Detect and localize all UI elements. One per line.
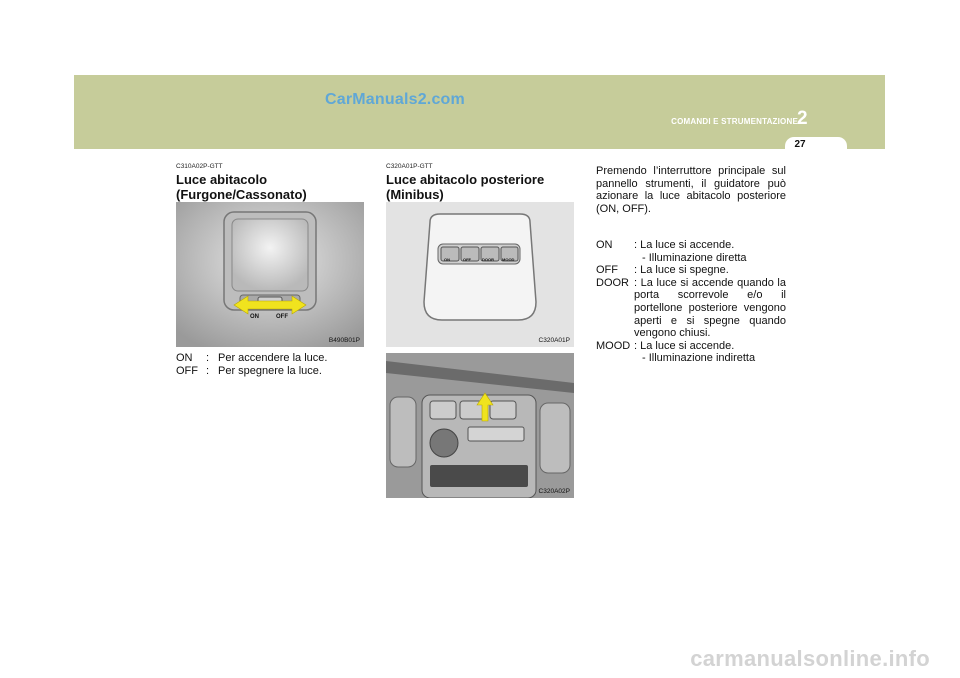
mode-value: [634, 340, 786, 365]
button-label-on: ON: [444, 257, 450, 262]
mode-text: : La luce si accende.: [634, 239, 735, 251]
left-image-code: B490B01P: [328, 337, 360, 344]
section-title: COMANDI E STRUMENTAZIONE: [671, 117, 798, 126]
header-band: [74, 75, 885, 149]
left-definitions: [176, 352, 327, 378]
middle-title-line1: Luce abitacolo posteriore: [386, 172, 545, 187]
middle-title-line2: (Minibus): [386, 187, 444, 202]
left-section-code: C310A02P-GTT: [176, 163, 223, 170]
def-value: Per accendere la luce.: [218, 352, 328, 364]
image-label-on: ON: [250, 314, 259, 320]
mode-value: [634, 239, 786, 264]
dome-light-illustration: [176, 202, 364, 347]
rear-light-illustration: [386, 202, 574, 347]
list-item: [596, 239, 786, 264]
page-number: 27: [794, 139, 806, 150]
def-row: [176, 352, 327, 365]
mode-text: : La luce si accende quando la porta scorrevole e/o il portellone posteriore vengono aperti e si spegne quando vengono chiusi.: [634, 276, 786, 340]
def-key: ON: [176, 352, 193, 364]
mode-text: : La luce si spegne.: [634, 264, 729, 277]
left-title: [176, 172, 307, 202]
chapter-number: 2: [797, 108, 808, 129]
footer-watermark[interactable]: carmanualsonline.info: [690, 646, 930, 671]
middle-image1-code: C320A01P: [538, 337, 570, 344]
dome-light-image: [176, 202, 364, 347]
middle-image2-code: C320A02P: [538, 488, 570, 495]
dashboard-illustration: [386, 353, 574, 498]
header-watermark[interactable]: CarManuals2.com: [325, 91, 465, 108]
mode-list: [596, 239, 786, 365]
image-label-off: OFF: [276, 314, 288, 320]
mode-key: ON: [596, 239, 613, 251]
middle-title: [386, 172, 544, 202]
mode-subtext: - Illuminazione indiretta: [642, 352, 756, 365]
dashboard-image: [386, 353, 574, 498]
button-label-door: DOOR: [482, 257, 494, 262]
mode-key: OFF: [596, 264, 618, 277]
list-item: [596, 340, 786, 365]
def-key: OFF: [176, 365, 198, 377]
mode-key: DOOR: [596, 276, 629, 289]
mode-key: MOOD: [596, 339, 631, 352]
button-label-off: OFF: [463, 257, 471, 262]
list-item: [596, 264, 786, 277]
rear-light-image: [386, 202, 574, 347]
mode-text: : La luce si accende.: [634, 339, 735, 352]
def-value: Per spegnere la luce.: [218, 365, 322, 377]
button-label-mood: MOOD: [502, 257, 515, 262]
middle-section-code: C320A01P-GTT: [386, 163, 433, 170]
def-sep: :: [206, 365, 210, 377]
def-sep: :: [206, 352, 210, 364]
left-title-line1: Luce abitacolo: [176, 172, 268, 187]
def-row: [176, 365, 327, 378]
left-title-line2: (Furgone/Cassonato): [176, 187, 307, 202]
list-item: [596, 277, 786, 340]
intro-paragraph: Premendo l’interruttore principale sul pannello strumenti, il guidatore può azionare la luce abitacolo posteriore (ON, OFF).: [596, 165, 786, 215]
mode-subtext: - Illuminazione diretta: [642, 251, 747, 264]
